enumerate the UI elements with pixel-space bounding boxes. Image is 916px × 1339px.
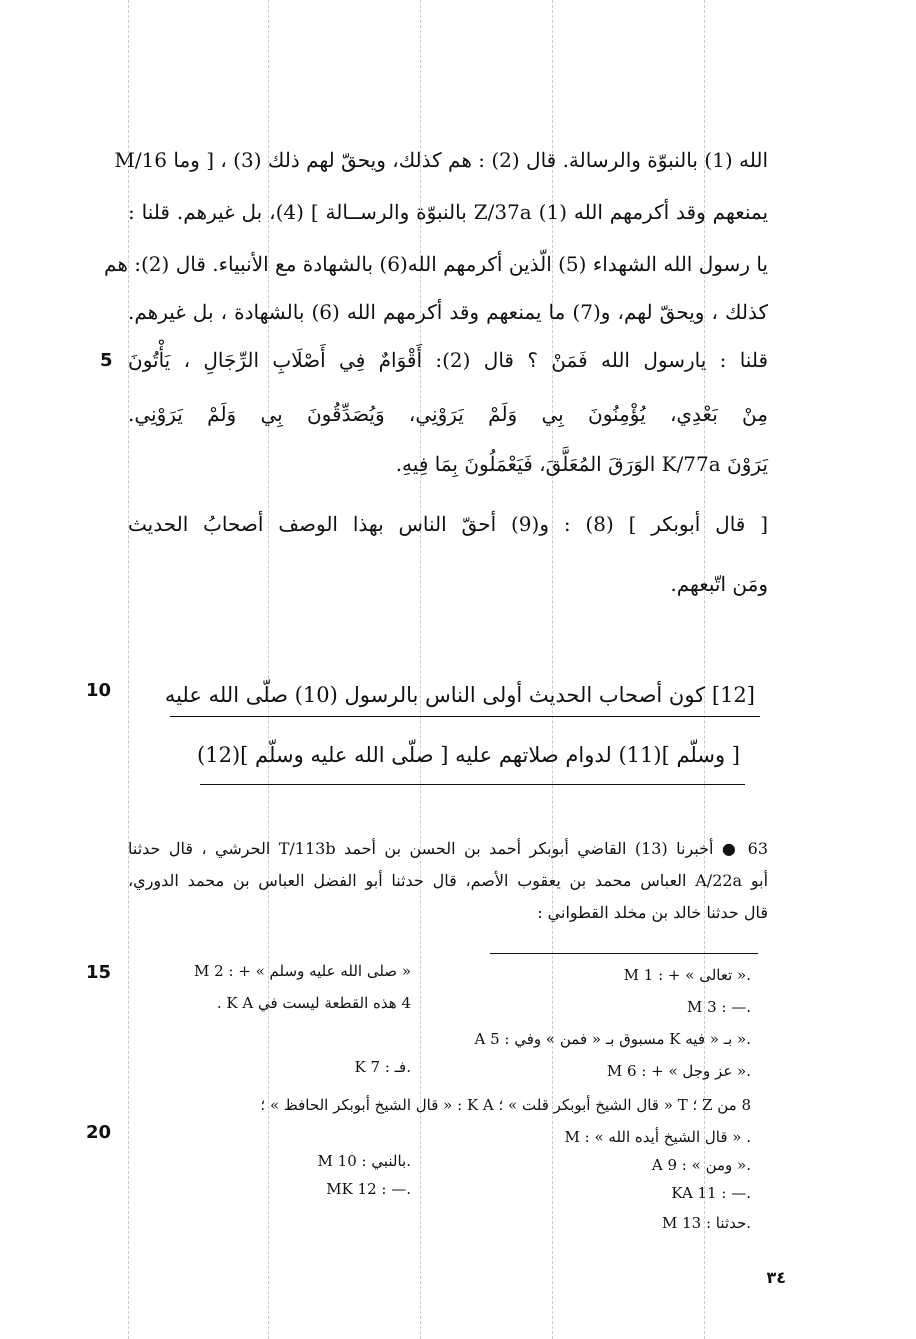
page-number: ٣٤ <box>766 1268 786 1287</box>
heading-underline <box>200 784 745 785</box>
footnote: MK 12 : —. <box>326 1180 411 1198</box>
footnote: M 2 : + « صلى الله عليه وسلم » <box>194 962 411 980</box>
footnote: M 3 : —. <box>686 998 751 1016</box>
footnote: 8 من Z ؛ T « قال الشيخ أبوبكر قلت » ؛ K A : « قال الشيخ أبوبكر الحافظ » ؛ <box>260 1096 751 1114</box>
main-text-line: كذلك ، ويحقّ لهم، و(7) ما يمنعهم وقد أكرمهم الله (6) بالشهادة ، بل غيرهم. <box>128 300 769 324</box>
heading-underline <box>170 716 760 717</box>
main-text-line: يمنعهم وقد أكرمهم الله (1) Z/37a بالنبوّة والرســالة ] (4)، بل غيرهم. قلنا : <box>128 200 769 224</box>
main-text-line: ومَن اتّبعهم. <box>670 572 768 596</box>
main-text-line: الله (1) بالنبوّة والرسالة. قال (2) : هم كذلك، ويحقّ لهم ذلك (3) ، [ وما M/16 <box>114 148 768 172</box>
line-number: 10 <box>86 680 112 701</box>
main-text-line: قلنا : يارسول الله فَمَنْ ؟ قال (2): أَقْوَامٌ فِي أَصْلَابِ الرِّجَالِ ، يَأْتُونَ <box>128 348 769 372</box>
footnote: A 9 : « ومن ». <box>651 1156 751 1174</box>
footnote: M 6 : + « عز وجل ». <box>606 1062 751 1080</box>
footnote: A 5 : مسبوق بـ « فمن » وفي K بـ « فيه ». <box>474 1030 751 1048</box>
hadith-63-line: 63 ● أخبرنا (13) القاضي أبوبكر أحمد بن الحسن بن أحمد T/113b الحرشي ، قال حدثنا <box>128 839 768 858</box>
hadith-63-line: أبو A/22a العباس محمد بن يعقوب الأصم، قال حدثنا أبو الفضل العباس بن محمد الدوري، <box>128 871 769 890</box>
footnote: 4 هذه القطعة ليست في K A . <box>216 994 411 1012</box>
footnote: M 1 : + « تعالى ». <box>623 966 751 984</box>
line-number: 15 <box>86 962 112 983</box>
footnote-separator <box>490 953 758 954</box>
main-text-line: مِنْ بَعْدِي، يُؤْمِنُونَ بِي وَلَمْ يَرَوْنِي، وَيُصَدِّقُونَ بِي وَلَمْ يَرَوْنِي. <box>128 402 768 426</box>
line-number: 5 <box>100 350 113 371</box>
main-text-line: يا رسول الله الشهداء (5) الّذين أكرمهم الله(6) بالشهادة مع الأنبياء. قال (2): هم <box>104 252 768 276</box>
section-heading-line2: [ وسلّم ](11) لدوام صلاتهم عليه [ صلّى الله عليه وسلّم ](12) <box>197 743 740 767</box>
footnote: M 10 : بالنبي. <box>317 1152 411 1170</box>
footnote: K 7 : فـ. <box>354 1058 411 1076</box>
footnote: M : « قال الشيخ أيده الله » . <box>564 1128 751 1146</box>
line-number: 20 <box>86 1122 112 1143</box>
main-text-line: يَرَوْنَ K/77a الوَرَقَ المُعَلَّقَ، فَيَعْمَلُونَ بِمَا فِيهِ. <box>395 452 768 476</box>
footnote: KA 11 : —. <box>671 1184 751 1202</box>
section-heading-line1: [12] كون أصحاب الحديث أولى الناس بالرسول (10) صلّى الله عليه <box>164 683 755 707</box>
hadith-63-line: قال حدثنا خالد بن مخلد القطواني : <box>537 903 768 922</box>
footnote: M 13 : حدثنا. <box>661 1214 751 1232</box>
main-text-line: [ قال أبوبكر ] (8) : و(9) أحقّ الناس بهذا الوصف أصحابُ الحديث <box>128 512 769 536</box>
